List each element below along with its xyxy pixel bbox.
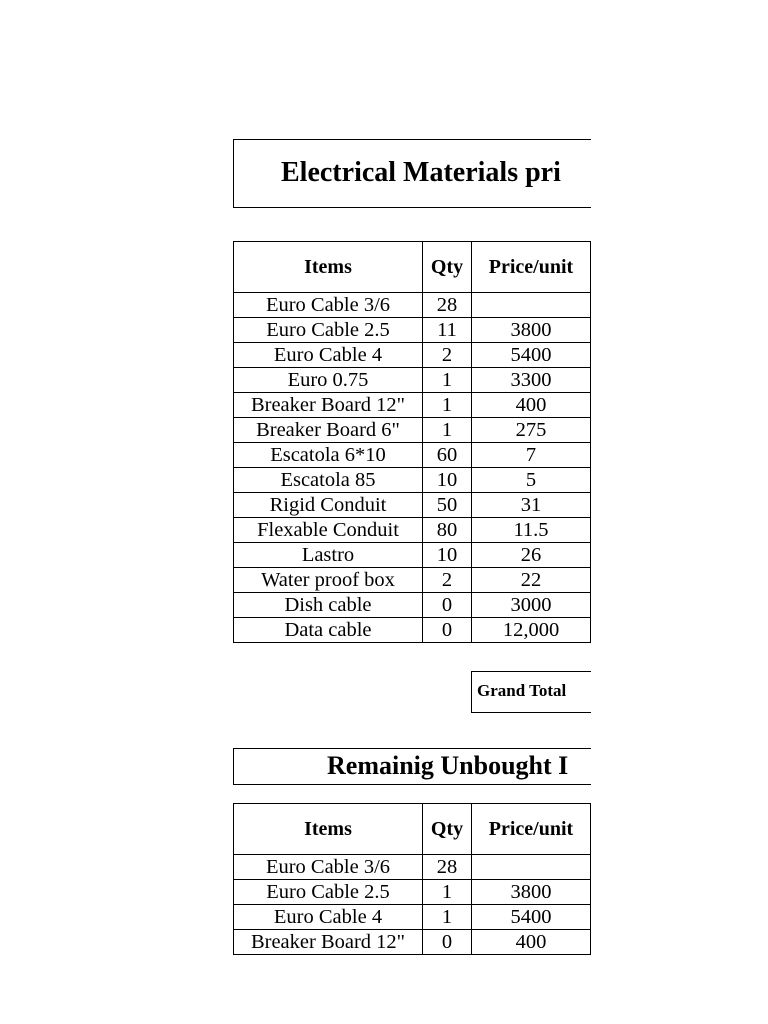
hidden-column-cell bbox=[591, 518, 592, 543]
price-cell: 400 bbox=[472, 393, 591, 418]
hidden-column-cell bbox=[591, 543, 592, 568]
price-cell: 11.5 bbox=[472, 518, 591, 543]
table-row bbox=[234, 293, 592, 318]
item-cell: Euro Cable 4 bbox=[234, 905, 423, 930]
table-row bbox=[234, 393, 592, 418]
hidden-column-cell bbox=[591, 493, 592, 518]
qty-cell: 28 bbox=[423, 855, 472, 880]
table-row bbox=[234, 368, 592, 393]
qty-cell: 0 bbox=[423, 618, 472, 643]
price-cell: 275 bbox=[472, 418, 591, 443]
header-price: Price/unit bbox=[472, 242, 591, 293]
hidden-column-cell bbox=[591, 568, 592, 593]
qty-cell: 1 bbox=[423, 905, 472, 930]
qty-cell: 1 bbox=[423, 393, 472, 418]
item-cell: Breaker Board 12" bbox=[234, 393, 423, 418]
item-cell: Lastro bbox=[234, 543, 423, 568]
item-cell: Euro 0.75 bbox=[234, 368, 423, 393]
price-cell: 22 bbox=[472, 568, 591, 593]
item-cell: Euro Cable 3/6 bbox=[234, 855, 423, 880]
qty-cell: 10 bbox=[423, 468, 472, 493]
qty-cell: 1 bbox=[423, 368, 472, 393]
price-cell bbox=[472, 293, 591, 318]
hidden-column-cell bbox=[591, 343, 592, 368]
price-cell: 31 bbox=[472, 493, 591, 518]
price-cell: 400 bbox=[472, 930, 591, 955]
hidden-column-cell bbox=[591, 418, 592, 443]
item-cell: Breaker Board 6" bbox=[234, 418, 423, 443]
header-qty: Qty bbox=[423, 242, 472, 293]
qty-cell: 11 bbox=[423, 318, 472, 343]
table-row bbox=[234, 418, 592, 443]
header-hidden-column bbox=[591, 804, 592, 855]
table-row bbox=[234, 543, 592, 568]
hidden-column-cell bbox=[591, 468, 592, 493]
item-cell: Data cable bbox=[234, 618, 423, 643]
item-cell: Escatola 85 bbox=[234, 468, 423, 493]
price-cell: 5 bbox=[472, 468, 591, 493]
item-cell: Rigid Conduit bbox=[234, 493, 423, 518]
price-cell: 5400 bbox=[472, 343, 591, 368]
price-cell: 3800 bbox=[472, 880, 591, 905]
table-row bbox=[234, 930, 592, 955]
table-row bbox=[234, 343, 592, 368]
hidden-column-cell bbox=[591, 318, 592, 343]
price-cell: 3000 bbox=[472, 593, 591, 618]
section-title-remaining: Remainig Unbought I bbox=[233, 748, 591, 785]
header-items: Items bbox=[234, 242, 423, 293]
table-row bbox=[234, 518, 592, 543]
table-row bbox=[234, 493, 592, 518]
header-price: Price/unit bbox=[472, 804, 591, 855]
hidden-column-cell bbox=[591, 930, 592, 955]
hidden-column-cell bbox=[591, 293, 592, 318]
qty-cell: 28 bbox=[423, 293, 472, 318]
materials-table bbox=[233, 241, 591, 643]
price-cell: 12,000 bbox=[472, 618, 591, 643]
remaining-items-table bbox=[233, 803, 591, 955]
table-row bbox=[234, 318, 592, 343]
hidden-column-cell bbox=[591, 905, 592, 930]
header-items: Items bbox=[234, 804, 423, 855]
price-cell: 26 bbox=[472, 543, 591, 568]
table-row bbox=[234, 880, 592, 905]
item-cell: Euro Cable 4 bbox=[234, 343, 423, 368]
table-row bbox=[234, 468, 592, 493]
hidden-column-cell bbox=[591, 443, 592, 468]
item-cell: Euro Cable 2.5 bbox=[234, 880, 423, 905]
item-cell: Breaker Board 12" bbox=[234, 930, 423, 955]
price-cell: 3300 bbox=[472, 368, 591, 393]
hidden-column-cell bbox=[591, 880, 592, 905]
item-cell: Euro Cable 2.5 bbox=[234, 318, 423, 343]
price-cell: 3800 bbox=[472, 318, 591, 343]
qty-cell: 10 bbox=[423, 543, 472, 568]
header-hidden-column bbox=[591, 242, 592, 293]
price-cell bbox=[472, 855, 591, 880]
item-cell: Euro Cable 3/6 bbox=[234, 293, 423, 318]
price-cell: 7 bbox=[472, 443, 591, 468]
qty-cell: 2 bbox=[423, 343, 472, 368]
hidden-column-cell bbox=[591, 618, 592, 643]
header-qty: Qty bbox=[423, 804, 472, 855]
qty-cell: 0 bbox=[423, 593, 472, 618]
item-cell: Dish cable bbox=[234, 593, 423, 618]
hidden-column-cell bbox=[591, 393, 592, 418]
qty-cell: 0 bbox=[423, 930, 472, 955]
qty-cell: 1 bbox=[423, 418, 472, 443]
hidden-column-cell bbox=[591, 593, 592, 618]
qty-cell: 1 bbox=[423, 880, 472, 905]
price-cell: 5400 bbox=[472, 905, 591, 930]
qty-cell: 60 bbox=[423, 443, 472, 468]
table-row bbox=[234, 618, 592, 643]
qty-cell: 80 bbox=[423, 518, 472, 543]
table-row bbox=[234, 593, 592, 618]
hidden-column-cell bbox=[591, 855, 592, 880]
table-row bbox=[234, 855, 592, 880]
hidden-column-cell bbox=[591, 368, 592, 393]
table-row bbox=[234, 905, 592, 930]
table-header-row bbox=[234, 804, 592, 855]
document-title: Electrical Materials pri bbox=[233, 139, 591, 208]
qty-cell: 2 bbox=[423, 568, 472, 593]
table-row bbox=[234, 443, 592, 468]
item-cell: Flexable Conduit bbox=[234, 518, 423, 543]
item-cell: Water proof box bbox=[234, 568, 423, 593]
grand-total-label: Grand Total bbox=[471, 671, 591, 713]
table-header-row bbox=[234, 242, 592, 293]
table-row bbox=[234, 568, 592, 593]
item-cell: Escatola 6*10 bbox=[234, 443, 423, 468]
qty-cell: 50 bbox=[423, 493, 472, 518]
